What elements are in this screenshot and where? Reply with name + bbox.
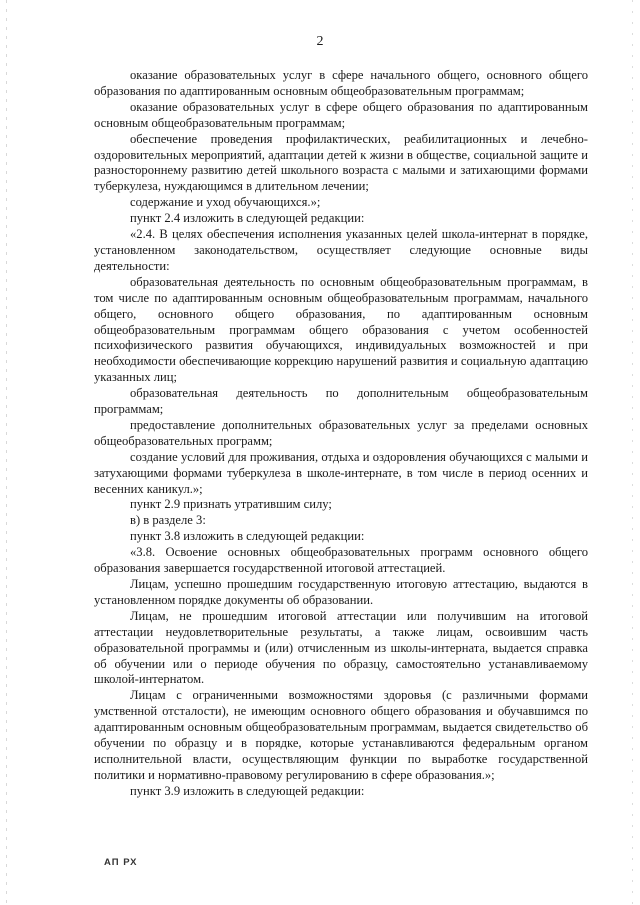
paragraph: «2.4. В целях обеспечения исполнения указанных целей школа-интернат в порядке, установленном законодательством, осуществляет следующие основные виды деятельности: <box>94 227 588 273</box>
paragraph: пункт 3.9 изложить в следующей редакции: <box>130 783 365 798</box>
paragraph: пункт 2.9 признать утратившим силу; <box>130 497 332 512</box>
paragraph: в) в разделе 3: <box>130 513 206 528</box>
paragraph: содержание и уход обучающихся.»; <box>130 195 321 210</box>
paragraph: оказание образовательных услуг в сфере общего образования по адаптированным основным общеобразовательным программам; <box>94 99 588 130</box>
document-body <box>94 68 588 800</box>
paragraph: Лицам с ограниченными возможностями здоровья (с различными формами умственной отсталости), не имеющим основного общего образования и обучавшимся по адаптированным основным общеобразовательным программам, выдается свидетельство об обучении по образцу и в порядке, которые устанавливаются федеральным органом исполнительной власти, осуществляющим функции по выработке государственной политики и нормативно-правовому регулированию в сфере образования.»; <box>94 688 588 782</box>
paragraph: создание условий для проживания, отдыха и оздоровления обучающихся с малыми и затухающими формами туберкулеза в школе-интернате, в том числе в период осенних и весенних каникул.»; <box>94 449 588 496</box>
paragraph: оказание образовательных услуг в сфере начального общего, основного общего образования по адаптированным основным общеобразовательным программам; <box>94 68 588 98</box>
paragraph: «3.8. Освоение основных общеобразовательных программ основного общего образования завершается государственной итоговой аттестацией. <box>94 545 588 576</box>
paragraph: Лицам, успешно прошедшим государственную итоговую аттестацию, выдаются в установленном порядке документы об образовании. <box>94 577 588 607</box>
paragraph: Лицам, не прошедшим итоговой аттестации или получившим на итоговой аттестации неудовлетворительные результаты, а также лицам, освоившим часть образовательной программы и (или) отчисленным из школы-интерната, выдается справка об обучении или о периоде обучения по образцу, самостоятельно устанавливаемому школой-интернатом. <box>94 608 588 687</box>
paragraph: образовательная деятельность по дополнительным общеобразовательным программам; <box>94 386 588 417</box>
page-number: 2 <box>316 34 324 49</box>
paragraph: пункт 2.4 изложить в следующей редакции: <box>130 211 365 226</box>
paragraph: обеспечение проведения профилактических, реабилитационных и лечебно-оздоровительных мероприятий, адаптации детей к жизни в обществе, социальной защите и разностороннему развитию детей школьного возраста с малыми и затихающими формами туберкулеза, нуждающимся в длительном лечении; <box>94 131 588 194</box>
scan-edge-left <box>6 0 7 905</box>
paragraph: образовательная деятельность по основным общеобразовательным программам, в том числе по адаптированным основным общеобразовательным программам, начального общего, основного общего образования, по адаптированным основным общеобразовательным программам общего образования с учетом особенностей психофизического развития обучающихся, индивидуальных возможностей и при необходимости обеспечивающие коррекцию нарушений развития и социальную адаптацию указанных лиц; <box>94 274 588 385</box>
paragraph: предоставление дополнительных образовательных услуг за пределами основных общеобразовательных программ; <box>94 417 588 448</box>
scan-edge-right <box>632 0 633 905</box>
paragraph: пункт 3.8 изложить в следующей редакции: <box>130 529 365 544</box>
document-stamp: АП РХ <box>104 857 138 868</box>
